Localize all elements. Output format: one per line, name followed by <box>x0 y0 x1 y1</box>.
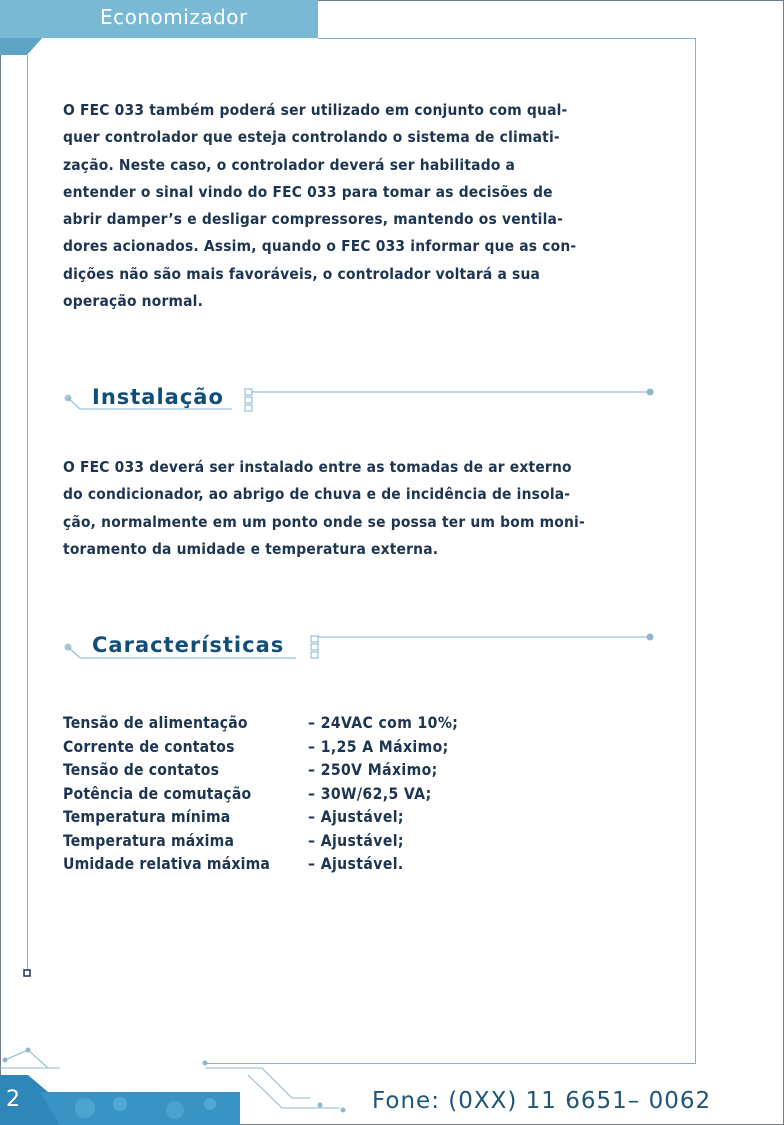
installation-line: do condicionador, ao abrigo de chuva e de incidência de insola- <box>63 485 571 504</box>
installation-line: O FEC 033 deverá ser instalado entre as tomadas de ar externo <box>63 458 572 476</box>
spec-value: – Ajustável. <box>308 855 404 873</box>
spec-value: – 24VAC com 10%; <box>308 714 459 732</box>
footer-phone: Fone: (0XX) 11 6651– 0062 <box>372 1088 712 1114</box>
spec-label: Temperatura máxima <box>63 831 235 850</box>
spec-value: – Ajustável; <box>308 808 404 826</box>
spec-value: – 30W/62,5 VA; <box>308 784 432 803</box>
spec-value: – Ajustável; <box>308 831 404 850</box>
installation-line: toramento da umidade e temperatura externa. <box>63 539 439 558</box>
intro-line: quer controlador que esteja controlando o sistema de climati- <box>63 128 560 147</box>
spec-value: – 250V Máximo; <box>308 761 438 779</box>
spec-value: – 1,25 A Máximo; <box>308 737 449 756</box>
intro-line: entender o sinal vindo do FEC 033 para tomar as decisões de <box>63 182 553 201</box>
intro-line: abrir damper’s e desligar compressores, mantendo os ventila- <box>63 210 564 229</box>
characteristics-heading: Características <box>92 633 285 657</box>
intro-line: zação. Neste caso, o controlador deverá ser habilitado a <box>63 155 516 174</box>
page-number: 2 <box>6 1087 20 1112</box>
spec-label: Corrente de contatos <box>63 737 235 756</box>
intro-line: O FEC 033 também poderá ser utilizado em conjunto com qual- <box>63 101 568 119</box>
spec-label: Tensão de alimentação <box>63 714 248 732</box>
intro-line: operação normal. <box>63 292 204 311</box>
spec-label: Potência de comutação <box>63 784 252 803</box>
header-title: Economizador <box>100 5 248 29</box>
installation-line: ção, normalmente em um ponto onde se possa ter um bom moni- <box>63 512 585 531</box>
spec-label: Umidade relativa máxima <box>63 855 271 873</box>
intro-line: dições não são mais favoráveis, o controlador voltará a sua <box>63 264 541 283</box>
intro-line: dores acionados. Assim, quando o FEC 033 informar que as con- <box>63 237 577 256</box>
installation-heading: Instalação <box>92 385 224 409</box>
spec-label: Temperatura mínima <box>63 808 231 826</box>
spec-label: Tensão de contatos <box>63 761 220 779</box>
